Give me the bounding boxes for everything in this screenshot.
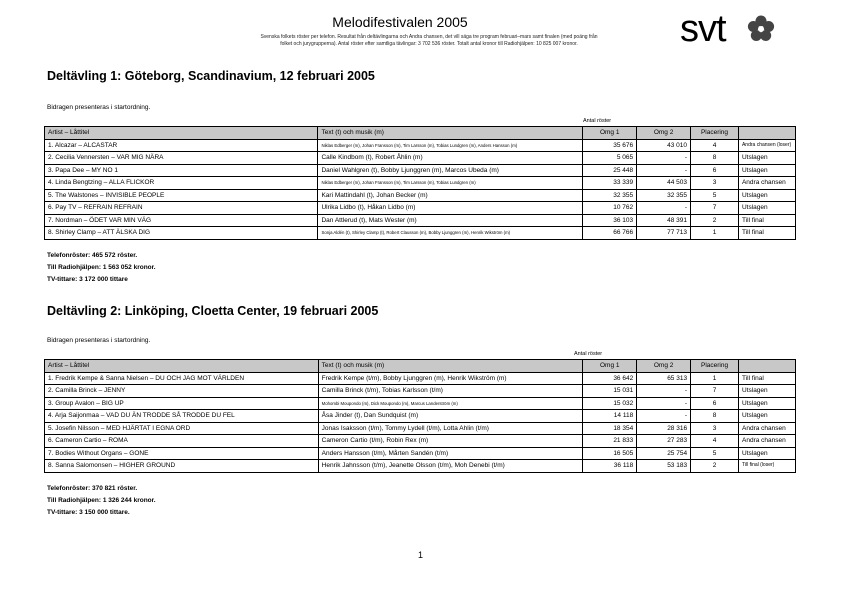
cell-writers: Fredrik Kempe (t/m), Bobby Ljunggren (m), Henrik Wikström (m) — [318, 372, 583, 385]
cell-round2-votes: 32 355 — [637, 189, 691, 202]
cell-round1-votes: 36 642 — [583, 372, 637, 385]
cell-artist-title: 7. Bodies Without Organs – GONE — [45, 447, 319, 460]
cell-round1-votes: 18 354 — [583, 422, 637, 435]
cell-writers: Henrik Jahnsson (t/m), Jeanette Olsson (t/m), Moh Denebi (t/m) — [318, 460, 583, 473]
col-writers-header: Text (t) och musik (m) — [318, 360, 583, 373]
cell-round2-votes: 27 283 — [637, 435, 691, 448]
table-row — [45, 139, 796, 152]
heat-2-viewers: TV-tittare: 3 150 000 tittare. — [47, 509, 130, 516]
cell-result: Utslagen — [739, 410, 796, 423]
svt-logo — [680, 8, 775, 54]
col-result-header — [738, 127, 795, 140]
cell-artist-title: 8. Sanna Salomonsen – HIGHER GROUND — [45, 460, 319, 473]
col-artist-header: Artist – Låttitel — [45, 360, 319, 373]
cell-round2-votes: 28 316 — [637, 422, 691, 435]
cell-round2-votes: 65 313 — [637, 372, 691, 385]
cell-result: Utslagen — [738, 164, 795, 177]
cell-round1-votes: 14 118 — [583, 410, 637, 423]
cell-result: Utslagen — [739, 447, 796, 460]
heat-1-viewers: TV-tittare: 3 172 000 tittare — [47, 276, 128, 283]
col-placing-header: Placering — [691, 360, 739, 373]
heat-1-votes-header: Antal röster — [583, 118, 612, 124]
heat-2-summary — [47, 483, 156, 519]
page-number: 1 — [418, 550, 424, 560]
cell-artist-title: 5. Josefin Nilsson – MED HJÄRTAT I EGNA ORD — [45, 422, 319, 435]
cell-round1-votes: 66 766 — [583, 227, 637, 240]
table-row — [45, 460, 796, 473]
cell-placing: 3 — [691, 177, 739, 190]
logo-text: svt — [680, 8, 726, 50]
cell-artist-title: 3. Group Avalon – BIG UP — [45, 397, 319, 410]
table-row — [45, 214, 796, 227]
cell-artist-title: 2. Camilla Brinck – JENNY — [45, 385, 319, 398]
cell-artist-title: 4. Arja Saijonmaa – VAD DU ÄN TRODDE SÅ TRODDE DU FEL — [45, 410, 319, 423]
cell-artist-title: 3. Papa Dee – MY NO 1 — [45, 164, 318, 177]
cell-artist-title: 7. Nordman – ÖDET VAR MIN VÄG — [45, 214, 318, 227]
cell-writers: Jonas Isaksson (t/m), Tommy Lydell (t/m), Lotta Ahlin (t/m) — [318, 422, 583, 435]
cell-writers: Niklas Edberger (m), Johan Fransson (m), Tim Larsson (m), Tobias Lundgren (m), Anders Hansson (m) — [318, 139, 583, 152]
cell-round2-votes: - — [637, 410, 691, 423]
cell-writers: Ulrika Lidbo (t), Håkan Lidbo (m) — [318, 202, 583, 215]
cell-writers: Kari Mattindahl (t), Johan Becker (m) — [318, 189, 583, 202]
cell-placing: 4 — [691, 139, 739, 152]
cell-artist-title: 6. Pay TV – REFRAIN REFRAIN — [45, 202, 318, 215]
cell-placing: 8 — [691, 410, 739, 423]
cell-writers: Åsa Jinder (t), Dan Sundquist (m) — [318, 410, 583, 423]
cell-artist-title: 1. Alcazar – ALCASTAR — [45, 139, 318, 152]
cell-round1-votes: 10 762 — [583, 202, 637, 215]
col-result-header — [739, 360, 796, 373]
cell-round1-votes: 32 355 — [583, 189, 637, 202]
table-header-row — [45, 127, 796, 140]
cell-round2-votes: - — [637, 152, 691, 165]
table-header-row — [45, 360, 796, 373]
cell-placing: 4 — [691, 435, 739, 448]
cell-result: Till final — [738, 214, 795, 227]
cell-placing: 1 — [691, 372, 739, 385]
cell-writers: Calle Kindbom (t), Robert Åhlin (m) — [318, 152, 583, 165]
heat-2-note: Bidragen presenteras i startordning. — [47, 337, 151, 344]
cell-round1-votes: 33 339 — [583, 177, 637, 190]
cell-result: Utslagen — [739, 397, 796, 410]
heat-2-votes-header: Antal röster — [574, 351, 603, 357]
cell-placing: 5 — [691, 189, 739, 202]
cell-result: Utslagen — [738, 202, 795, 215]
cell-round2-votes: - — [637, 164, 691, 177]
table-row — [45, 177, 796, 190]
cell-writers: Daniel Wahlgren (t), Bobby Ljunggren (m), Marcos Ubeda (m) — [318, 164, 583, 177]
cell-result: Andra chansen (loser) — [738, 139, 795, 152]
cell-round1-votes: 21 833 — [583, 435, 637, 448]
cell-round1-votes: 15 031 — [583, 385, 637, 398]
cell-result: Andra chansen — [739, 422, 796, 435]
cell-artist-title: 4. Linda Bengtzing – ALLA FLICKOR — [45, 177, 318, 190]
cell-writers: Sonja Aldén (t), Shirley Clamp (t), Robert Clausson (m), Bobby Ljunggren (m), Henrik Wikström (m) — [318, 227, 583, 240]
col-round1-header: Omg 1 — [583, 127, 637, 140]
cell-result: Till final (loser) — [739, 460, 796, 473]
cell-result: Till final — [739, 372, 796, 385]
col-writers-header: Text (t) och musik (m) — [318, 127, 583, 140]
cell-round1-votes: 36 118 — [583, 460, 637, 473]
heat-2-donations: Till Radiohjälpen: 1 326 244 kronor. — [47, 497, 156, 504]
cell-writers: Camilla Brinck (t/m), Tobias Karlsson (t/m) — [318, 385, 583, 398]
table-row — [45, 202, 796, 215]
cell-round2-votes: 48 391 — [637, 214, 691, 227]
col-artist-header: Artist – Låttitel — [45, 127, 318, 140]
cell-artist-title: 5. The Walstones – INVISIBLE PEOPLE — [45, 189, 318, 202]
cell-placing: 6 — [691, 397, 739, 410]
cell-result: Andra chansen — [738, 177, 795, 190]
table-row — [45, 164, 796, 177]
cell-writers: Cameron Cartio (t/m), Robin Rex (m) — [318, 435, 583, 448]
document-intro: Svenska folkets röster per telefon. Resultat från deltävlingarna och Andra chansen, det vill säga tre program februari–mars samt finalen (med poäng från folket och jurygrupperna). Antal röster efter samtliga tävlingar: 3 702 536 röster. Totalt antal kronor till Radiohjälpen: 10 825 007 kronor. — [260, 34, 598, 47]
cell-result: Utslagen — [738, 152, 795, 165]
cell-placing: 8 — [691, 152, 739, 165]
cell-result: Andra chansen — [739, 435, 796, 448]
cell-round2-votes: 43 010 — [637, 139, 691, 152]
heat-2-table — [44, 359, 796, 473]
cell-round2-votes: 25 754 — [637, 447, 691, 460]
cell-round1-votes: 35 676 — [583, 139, 637, 152]
cell-writers: Dan Attlerud (t), Mats Wester (m) — [318, 214, 583, 227]
cell-round2-votes: 77 713 — [637, 227, 691, 240]
cell-round2-votes: - — [637, 385, 691, 398]
table-row — [45, 410, 796, 423]
cell-placing: 3 — [691, 422, 739, 435]
cell-placing: 2 — [691, 460, 739, 473]
cell-writers: Anders Hansson (t/m), Mårten Sandén (t/m) — [318, 447, 583, 460]
heat-1-note: Bidragen presenteras i startordning. — [47, 104, 151, 111]
cell-placing: 2 — [691, 214, 739, 227]
cell-placing: 1 — [691, 227, 739, 240]
heat-1-table — [44, 126, 796, 240]
table-row — [45, 397, 796, 410]
heat-2-phone-votes: Telefonröster: 370 821 röster. — [47, 485, 138, 492]
col-round2-header: Omg 2 — [637, 127, 691, 140]
cell-result: Till final — [738, 227, 795, 240]
cell-round1-votes: 36 103 — [583, 214, 637, 227]
cell-artist-title: 2. Cecilia Vennersten – VAR MIG NÄRA — [45, 152, 318, 165]
document-title: Melodifestivalen 2005 — [332, 14, 468, 30]
cell-placing: 6 — [691, 164, 739, 177]
cell-round1-votes: 25 448 — [583, 164, 637, 177]
cell-artist-title: 1. Fredrik Kempe & Sanna Nielsen – DU OCH JAG MOT VÄRLDEN — [45, 372, 319, 385]
table-row — [45, 435, 796, 448]
cell-round1-votes: 16 505 — [583, 447, 637, 460]
table-row — [45, 152, 796, 165]
cell-writers: Niklas Edberger (m), Johan Fransson (m), Tim Larsson (m), Tobias Lundgren (m) — [318, 177, 583, 190]
table-row — [45, 422, 796, 435]
cell-placing: 5 — [691, 447, 739, 460]
cell-round2-votes: 44 503 — [637, 177, 691, 190]
cell-result: Utslagen — [739, 385, 796, 398]
cell-placing: 7 — [691, 202, 739, 215]
table-row — [45, 227, 796, 240]
heat-1-donations: Till Radiohjälpen: 1 563 052 kronor. — [47, 264, 156, 271]
col-round1-header: Omg 1 — [583, 360, 637, 373]
cell-round2-votes: 53 183 — [637, 460, 691, 473]
cell-writers: Mohombi Moupondo (m), Dick Moupondo (m), Marcus Landerström (m) — [318, 397, 583, 410]
table-row — [45, 447, 796, 460]
cell-round1-votes: 5 065 — [583, 152, 637, 165]
table-row — [45, 189, 796, 202]
cell-round1-votes: 15 032 — [583, 397, 637, 410]
cell-placing: 7 — [691, 385, 739, 398]
cell-result: Utslagen — [738, 189, 795, 202]
cell-round2-votes: - — [637, 397, 691, 410]
svt-flower-icon — [746, 14, 776, 44]
cell-artist-title: 6. Cameron Cartio – ROMA — [45, 435, 319, 448]
table-row — [45, 372, 796, 385]
cell-artist-title: 8. Shirley Clamp – ATT ÄLSKA DIG — [45, 227, 318, 240]
heat-1-summary — [47, 250, 156, 286]
cell-round2-votes: - — [637, 202, 691, 215]
heat-1-phone-votes: Telefonröster: 465 572 röster. — [47, 252, 138, 259]
col-placing-header: Placering — [691, 127, 739, 140]
heat-1-title: Deltävling 1: Göteborg, Scandinavium, 12 februari 2005 — [47, 69, 375, 83]
table-row — [45, 385, 796, 398]
heat-2-title: Deltävling 2: Linköping, Cloetta Center, 19 februari 2005 — [47, 304, 379, 318]
col-round2-header: Omg 2 — [637, 360, 691, 373]
